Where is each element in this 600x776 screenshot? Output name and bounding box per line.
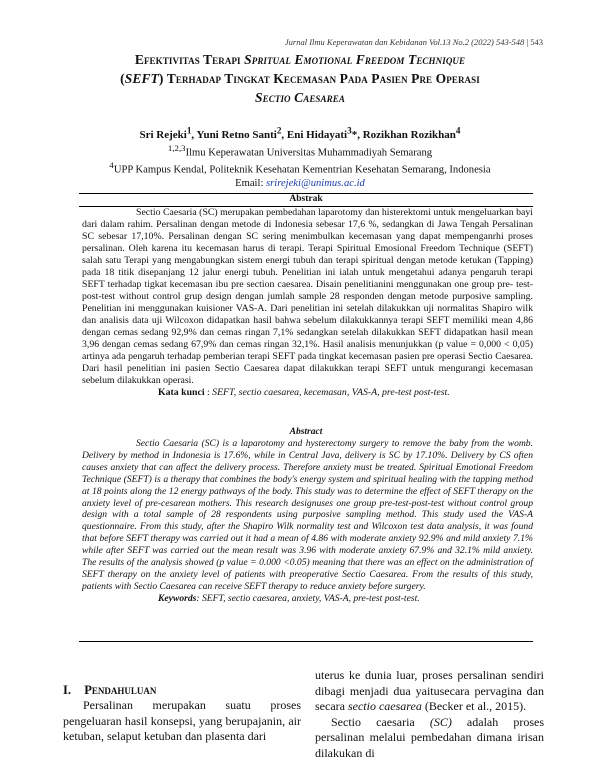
journal-citation: Jurnal Ilmu Keperawatan dan Kebidanan Vol.13 No.2 (2022) 543-548 xyxy=(284,37,525,47)
text-run-italic: sectio caesarea xyxy=(347,699,422,713)
author-sup: 4 xyxy=(455,125,461,135)
text-run: uterus ke dunia luar, proses persalinan sendiri dibagi menjadi dua yaitusecara pervagina dan secara xyxy=(315,668,544,713)
affiliation-sup: 4 xyxy=(109,160,114,171)
intro-paragraph-right-2 xyxy=(315,715,544,762)
author-sep: , xyxy=(357,128,363,141)
section-heading xyxy=(63,683,156,698)
text-run: Sectio caesaria xyxy=(331,714,430,729)
author-list xyxy=(60,124,540,142)
text-run-italic: (SC) xyxy=(429,714,452,729)
author-sup: 3 xyxy=(347,125,352,135)
intro-paragraph-left: Persalinan merupakan suatu proses pengeluaran hasil konsepsi, yang berupajanin, air ketuban, selaput ketuban dan plasenta dari xyxy=(63,698,301,743)
keywords-text: SEFT, sectio caesarea, kecemasan, VAS-A, pre-test post-test. xyxy=(212,387,450,398)
affiliation-sup: 1,2,3 xyxy=(167,142,186,153)
affiliation-text: Ilmu Keperawatan Universitas Muhammadiyah Semarang xyxy=(185,147,433,159)
author-sup: 2 xyxy=(276,125,282,135)
title-part: ( xyxy=(120,71,125,86)
title-part: ) Terhadap Tingkat Kecemasan Pada Pasien Pre Operasi xyxy=(158,71,480,86)
author-sup: 1 xyxy=(186,125,192,135)
left-column xyxy=(63,698,301,745)
affiliation-1 xyxy=(60,142,540,160)
abstract-body xyxy=(82,438,533,605)
email-line xyxy=(60,177,540,190)
email-label: Email xyxy=(235,177,261,189)
intro-paragraph-right-1 xyxy=(315,668,544,715)
keywords-text: SEFT, sectio caesarea, anxiety, VAS-A, pre-test post-test. xyxy=(201,592,420,604)
abstract-keywords xyxy=(82,593,533,605)
running-header xyxy=(250,37,543,47)
page-number: 543 xyxy=(530,37,543,47)
author-name: Rozikhan Rozikhan xyxy=(362,128,456,141)
corresponding-mark: * xyxy=(351,128,358,141)
author-block xyxy=(60,124,540,190)
header-separator: | xyxy=(526,37,529,47)
keywords-colon: : xyxy=(204,387,213,398)
right-column xyxy=(315,668,544,761)
abstract-paragraph: Sectio Caesaria (SC) is a laparotomy and hysterectomy surgery to remove the baby from the womb. Delivery by method in Indonesia is 17.6%, while in Central Java, delivery is SC by 17.10%. Delivery by CS often causes anxiety that can affect the delivery process. Therefore anxiety must be treated. Spiritual Emotional Freedom Technique (SEFT) is a therapy that combines the body's energy system and spiritual healing with the tapping method at 18 points along the 12 energy pathways of the body. This study was to determine the effect of SEFT therapy on the anxiety level of pre-cesarean mothers. This research designuses one group pre-test-post-test without control group design with a total sample of 28 respondents using purposive sampling method. This study used the VAS-A questionnaire. From this study, after the Shapiro Wilk normality test and Wilcoxon test data analysis, it was found that before SEFT therapy was carried out it had a mean of 4.86 with moderate anxiety 92.9% and mild anxiety 7.1% while after SEFT was carried out the mean result was 3.96 with moderate anxiety 67.9% and 32.1% mild anxiety. The results of the analysis showed (p value = 0.000 <0.05) meaning that there was an effect on the administration of SEFT therapy on the anxiety level of patients with preoperative Sectio Caesarea. From the results of this study, patients with Sectio Caesarea can receive SEFT therapy to reduce anxiety before surgery. xyxy=(82,438,533,592)
section-number: I. xyxy=(63,683,72,697)
abstrak-paragraph: Sectio Caesaria (SC) merupakan pembedahan laparotomy dan histerektomi untuk mengeluarkan bayi dari dalam rahim. Persalinan dengan metode di Indonesia sebesar 17,6 %, sedangkan di Jawa Tengah Persalinan SC sebesar 17,10%. Persalinan dengan SC sering menimbulkan kecemasan yang dapat mempenganrhi proses persalinan. Oleh karena itu kecemasan harus di terapi. Terapi Spiritual Emosional Freedom Technique (SEFT) salah satu Terapi yang mengabungkan sistem energi tubuh dan terapi spiritual dengan metode ketukan (Tapping) pada 18 titik disepanjang 12 jalur energi tubuh. Penelitian ini ialah untuk mengetahui adanya pengaruh terapi SEFT terhadap tigkat kecemasan ibu pre section caesarea. Disain penelitianini menggunakan one group pre- test-post-test without control grup design dengan jumlah sample 28 responden dengan metode purposive sampling. Penelitian ini menggunakan kuisioner VAS-A. Dari penelitian ini setelah dilakukkan uji normalitas Shapiro wilk dan analisis data uji Wilcoxon didapatkan hasil bahwa sebelum dilakukkannya terapi SEFT memiliki mean 4,86 dengan cemas sedang 92,9% dan cemas ringan 7,1% sedangkan setelah dilakukkan SEFT didapatkan hasil mean 3,96 dengan cemas sedang 67,9% dan cemas ringan 32,1%. Hasil analisis menunjukkan (p value = 0,000 < 0,05) artinya ada pengaruh terhadap pemberian terapi SEFT pada tingkat kecemasan pasien pre operasi Sectio Caesarea. Dari hasil penelitian ini pasien Sectio Caesarea dapat dilakukkan terapi SEFT untuk mengurangi kecemasan sebelum dilakukkan operasi. xyxy=(82,207,533,386)
email-link[interactable]: srirejeki@unimus.ac.id xyxy=(266,177,365,189)
email-colon: : xyxy=(260,177,267,189)
divider xyxy=(79,641,533,642)
abstract-heading: Abstract xyxy=(289,427,323,437)
affiliation-2 xyxy=(60,159,540,177)
keywords-label: Kata kunci xyxy=(158,387,205,398)
author-name: Yuni Retno Santi xyxy=(196,128,277,141)
affiliation-text: UPP Kampus Kendal, Politeknik Kesehatan Kementrian Kesehatan Semarang, Indonesia xyxy=(113,164,491,176)
author-name: Sri Rejeki xyxy=(139,128,187,141)
abstrak-body xyxy=(82,207,533,399)
title-part-italic: Sectio Caesarea xyxy=(255,90,345,105)
title-part: Efektivitas Terapi xyxy=(134,52,245,67)
title-part-italic: Spritual Emotional Freedom Technique xyxy=(244,52,466,67)
keywords-label: Keywords xyxy=(158,592,197,604)
keywords-colon: : xyxy=(196,592,202,604)
abstrak-heading: Abstrak xyxy=(289,194,323,204)
text-run: (Becker et al., 2015). xyxy=(421,699,527,713)
author-name: Eni Hidayati xyxy=(286,128,348,141)
paper-title xyxy=(60,50,540,107)
author-sep: , xyxy=(281,128,287,141)
abstrak-keywords xyxy=(82,387,533,399)
text-run: adalah proses persalinan melalui pembedahan dimana irisan dilakukan di xyxy=(315,714,544,760)
title-part-italic: SEFT xyxy=(124,71,159,86)
author-sep: , xyxy=(191,128,197,141)
section-title: Pendahuluan xyxy=(84,683,157,697)
